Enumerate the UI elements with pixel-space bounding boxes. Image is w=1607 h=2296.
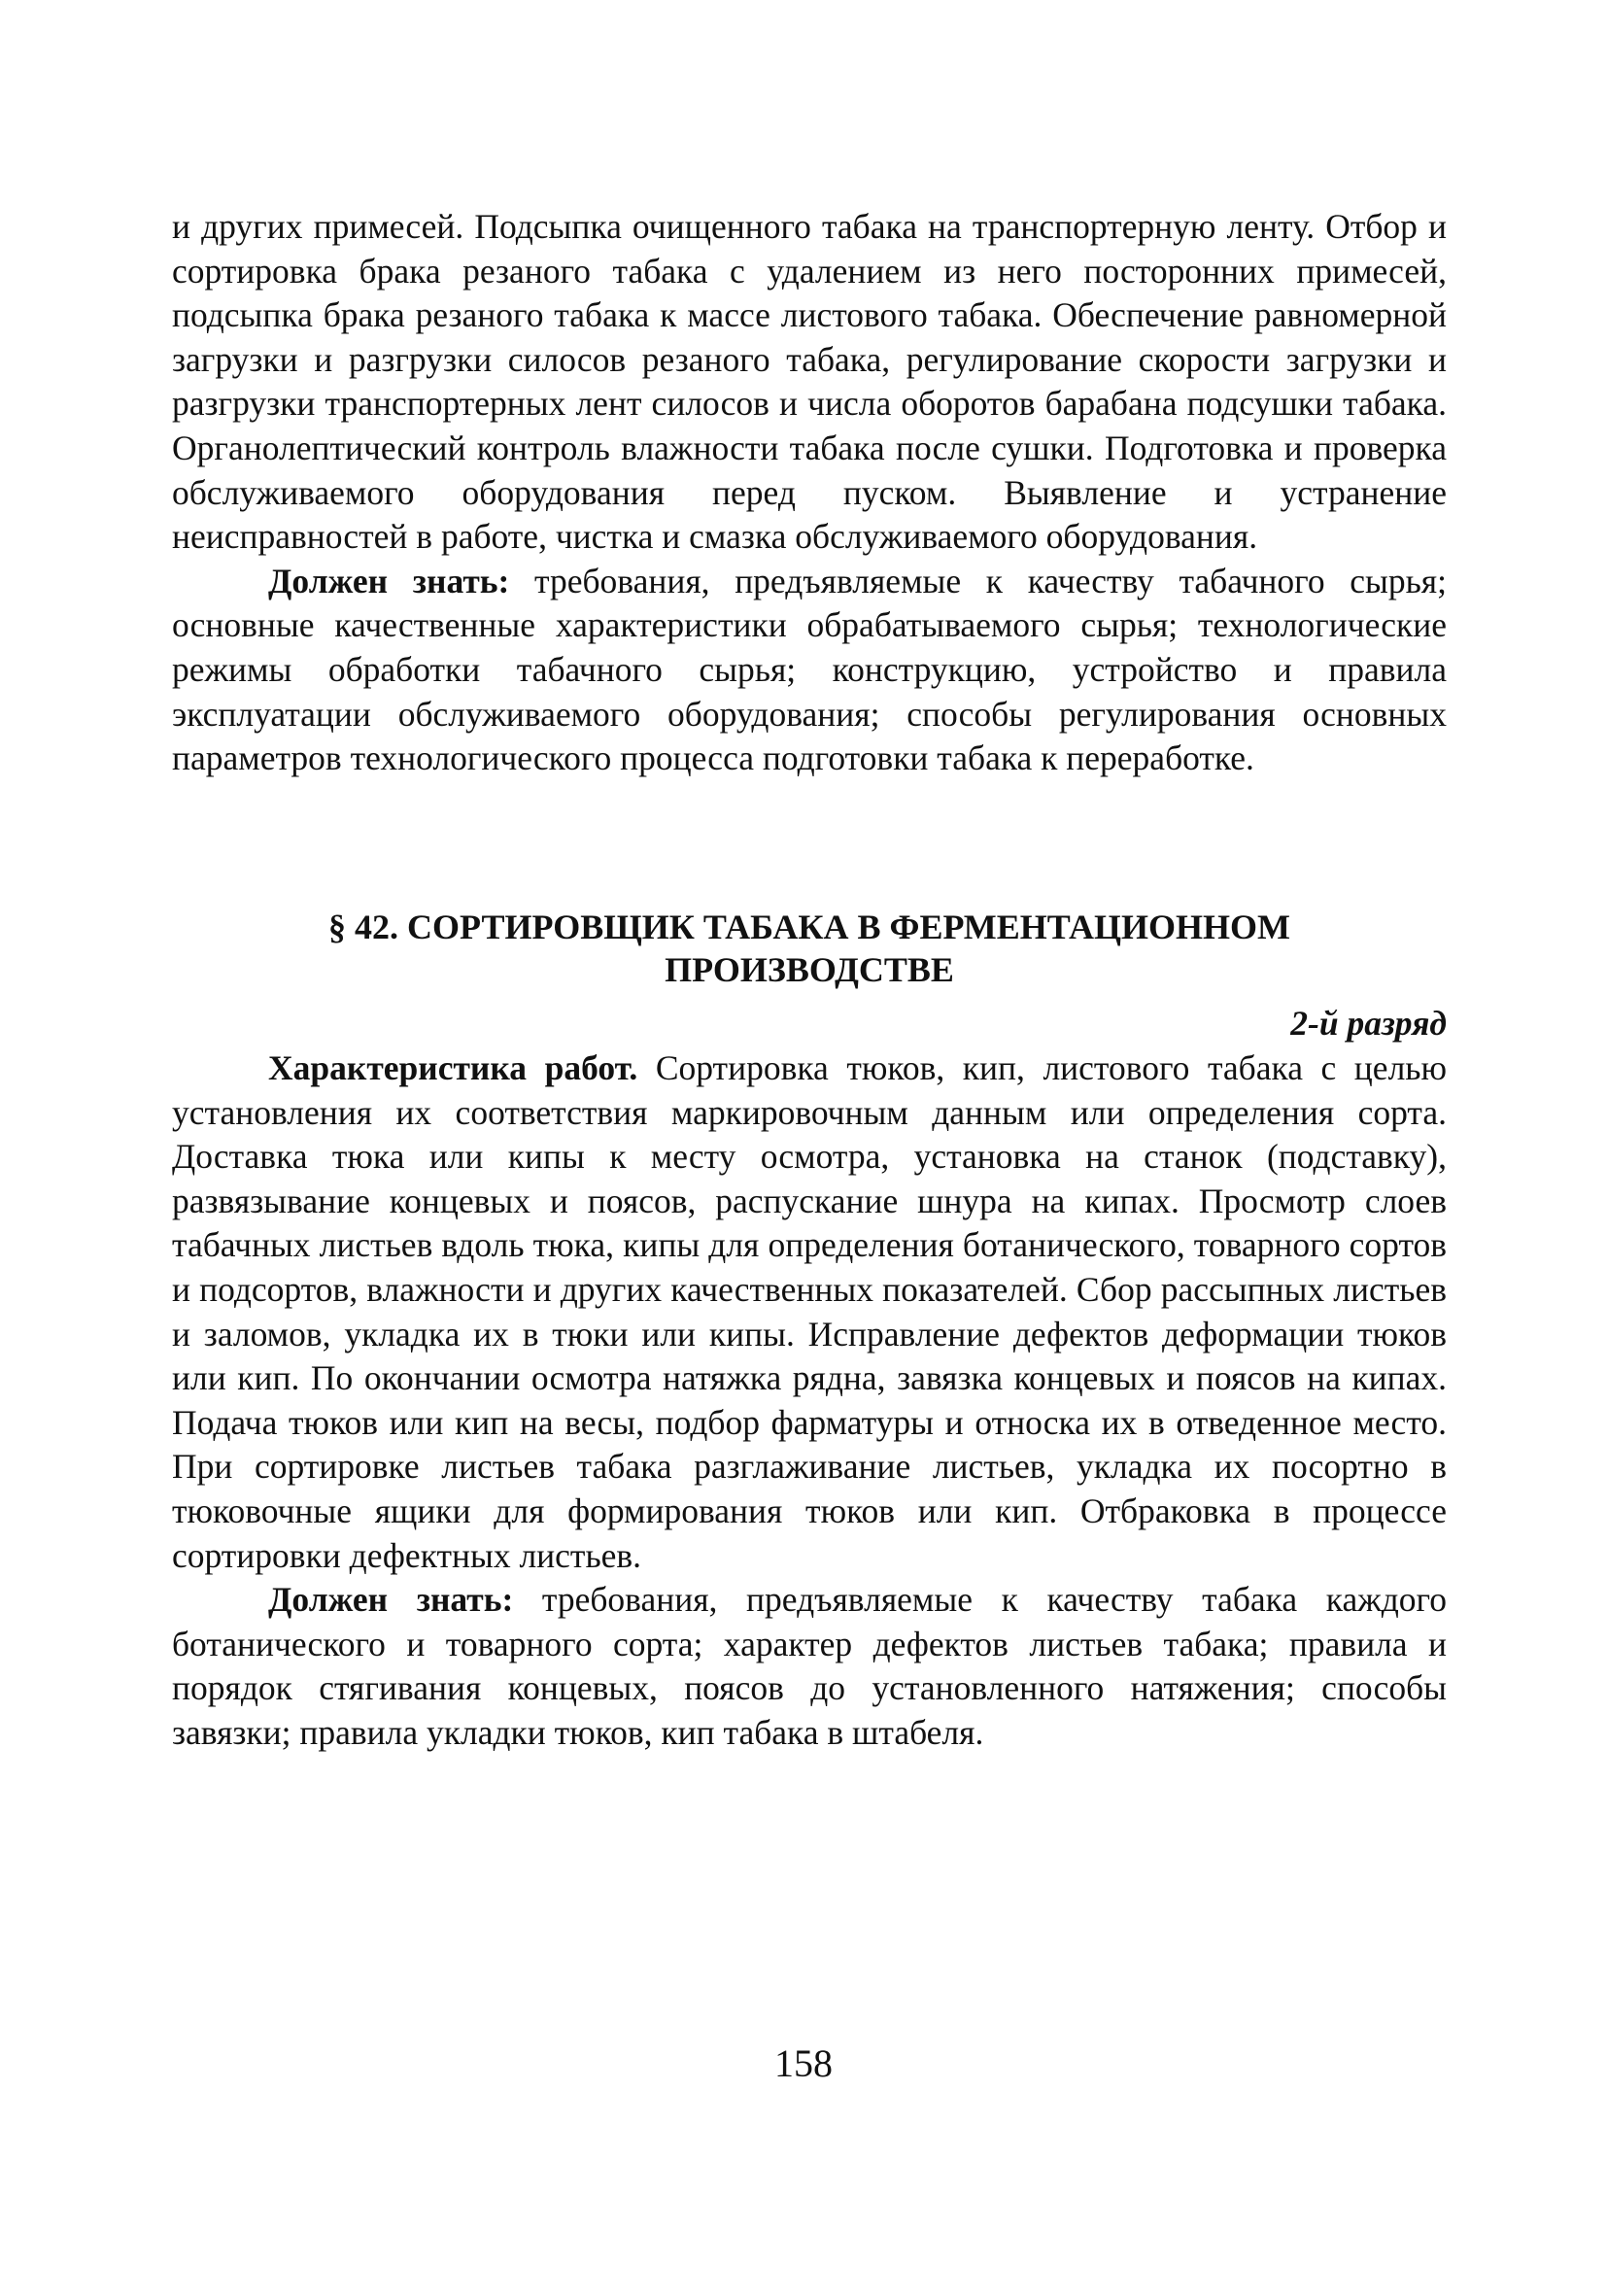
- work-characteristics-paragraph: [172, 1046, 1447, 1578]
- work-characteristics-lead: Характеристика работ.: [268, 1048, 638, 1087]
- section-heading: [172, 906, 1447, 991]
- work-characteristics-text: Сортировка тюков, кип, листового табака с целью установления их соответствия маркировочным данным или определения сорта. Доставка тюка или кипы к месту осмотра, установка на станок (подставку), развязывание концевых и поясов, распускание шнура на кипах. Просмотр слоев табачных листьев вдоль тюка, кипы для определения ботанического, товарного сортов и подсортов, влажности и других качественных показателей. Сбор рассыпных листьев и заломов, укладка их в тюки или кипы. Исправление дефектов деформации тюков или кип. По окончании осмотра натяжка рядна, завязка концевых и поясов на кипах. Подача тюков или кип на весы, подбор фарматуры и относка их в отведенное место. При сортировке листьев табака разглаживание листьев, укладка их посортно в тюковочные ящики для формирования тюков или кип. Отбраковка в процессе сортировки дефектных листьев.: [172, 1048, 1447, 1575]
- rank-label: 2-й разряд: [1290, 1004, 1447, 1043]
- must-know-paragraph-bottom: [172, 1578, 1447, 1755]
- must-know-lead-bottom: Должен знать:: [268, 1580, 514, 1620]
- top-text-block: [172, 205, 1447, 781]
- must-know-text: требования, предъявляемые к качеству табачного сырья; основные качественные характеристики обрабатываемого сырья; технологические режимы обработки табачного сырья; конструкцию, устройство и правила эксплуатации обслуживаемого оборудования; способы регулирования основных параметров технологического процесса подготовки табака к переработке.: [172, 561, 1447, 778]
- section-heading-line-2: ПРОИЗВОДСТВЕ: [665, 950, 954, 989]
- section-heading-line-1: § 42. СОРТИРОВЩИК ТАБАКА В ФЕРМЕНТАЦИОННОМ: [328, 908, 1290, 946]
- must-know-paragraph-top: [172, 560, 1447, 781]
- must-know-lead: Должен знать:: [268, 561, 510, 600]
- page-number: 158: [774, 2041, 833, 2085]
- must-know-text-bottom: требования, предъявляемые к качеству табака каждого ботанического и товарного сорта; характер дефектов листьев табака; правила и порядок стягивания концевых, поясов до установленного натяжения; способы завязки; правила укладки тюков, кип табака в штабеля.: [172, 1580, 1447, 1752]
- bottom-text-block: [172, 1046, 1447, 1756]
- continuation-paragraph: и других примесей. Подсыпка очищенного табака на транспортерную ленту. Отбор и сортировка брака резаного табака с удалением из него посторонних примесей, подсыпка брака резаного табака к массе листового табака. Обеспечение равномерной загрузки и разгрузки силосов резаного табака, регулирование скорости загрузки и разгрузки транспортерных лент силосов и числа оборотов барабана подсушки табака. Органолептический контроль влажности табака после сушки. Подготовка и проверка обслуживаемого оборудования перед пуском. Выявление и устранение неисправностей в работе, чистка и смазка обслуживаемого оборудования.: [172, 207, 1447, 557]
